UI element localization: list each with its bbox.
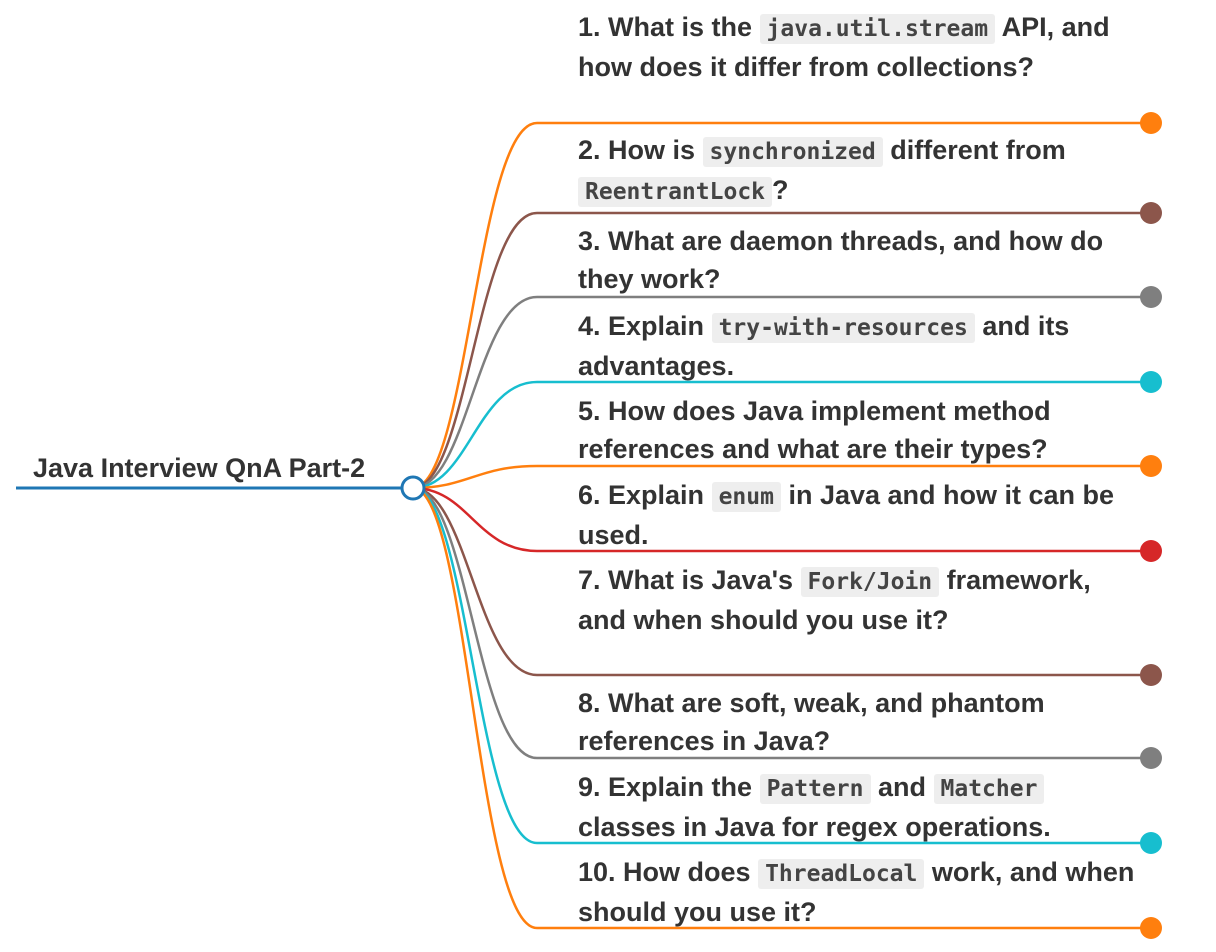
question-text: and its advantages. — [578, 311, 1070, 381]
question-text: 8. What are soft, weak, and phantom references in Java? — [578, 688, 1045, 756]
inline-code: synchronized — [703, 137, 883, 167]
question-text: 9. Explain the — [578, 772, 760, 802]
inline-code: Fork/Join — [801, 567, 940, 597]
inline-code: java.util.stream — [760, 14, 996, 44]
question-text: framework, and when should you use it? — [578, 565, 1091, 635]
question-text: 4. Explain — [578, 311, 712, 341]
question-text: 10. How does — [578, 857, 759, 887]
question-text: 1. What is the — [578, 12, 760, 42]
branch-node-dot[interactable] — [1140, 917, 1162, 939]
root-node-circle[interactable] — [402, 477, 424, 499]
inline-code: ReentrantLock — [578, 177, 772, 207]
question-text: in Java and how it can be used. — [578, 480, 1115, 550]
question-text: and — [870, 772, 934, 802]
branch-node-dot[interactable] — [1140, 286, 1162, 308]
branch-node-dot[interactable] — [1140, 371, 1162, 393]
inline-code: try-with-resources — [712, 313, 975, 343]
inline-code: Matcher — [934, 774, 1045, 804]
question-text: work, and when should you use it? — [578, 857, 1135, 927]
root-topic-label[interactable]: Java Interview QnA Part-2 — [33, 453, 366, 483]
question-label[interactable] — [578, 853, 1138, 931]
question-label[interactable] — [578, 392, 1138, 468]
question-label[interactable] — [578, 307, 1138, 385]
branch-node-dot[interactable] — [1140, 202, 1162, 224]
question-text: 2. How is — [578, 135, 703, 165]
question-label[interactable] — [578, 131, 1138, 211]
branch-node-dot[interactable] — [1140, 832, 1162, 854]
branch-node-dot[interactable] — [1140, 455, 1162, 477]
question-text: 3. What are daemon threads, and how do they work? — [578, 226, 1104, 294]
question-label[interactable] — [578, 8, 1138, 86]
question-text: different from — [882, 135, 1066, 165]
inline-code: ThreadLocal — [758, 859, 924, 889]
branch-node-dot[interactable] — [1140, 540, 1162, 562]
question-text: API, and how does it differ from collections? — [578, 12, 1110, 82]
question-text: 5. How does Java implement method references and what are their types? — [578, 396, 1051, 464]
question-label[interactable] — [578, 222, 1138, 298]
question-text: ? — [772, 175, 789, 205]
branch-node-dot[interactable] — [1140, 112, 1162, 134]
question-label[interactable] — [578, 768, 1138, 846]
branch-node-dot[interactable] — [1140, 747, 1162, 769]
branch-node-dot[interactable] — [1140, 664, 1162, 686]
question-label[interactable] — [578, 684, 1138, 760]
question-text: classes in Java for regex operations. — [578, 812, 1051, 842]
question-label[interactable] — [578, 476, 1138, 554]
question-text: 6. Explain — [578, 480, 712, 510]
question-label[interactable] — [578, 561, 1138, 639]
question-text: 7. What is Java's — [578, 565, 801, 595]
inline-code: enum — [712, 482, 781, 512]
inline-code: Pattern — [760, 774, 871, 804]
